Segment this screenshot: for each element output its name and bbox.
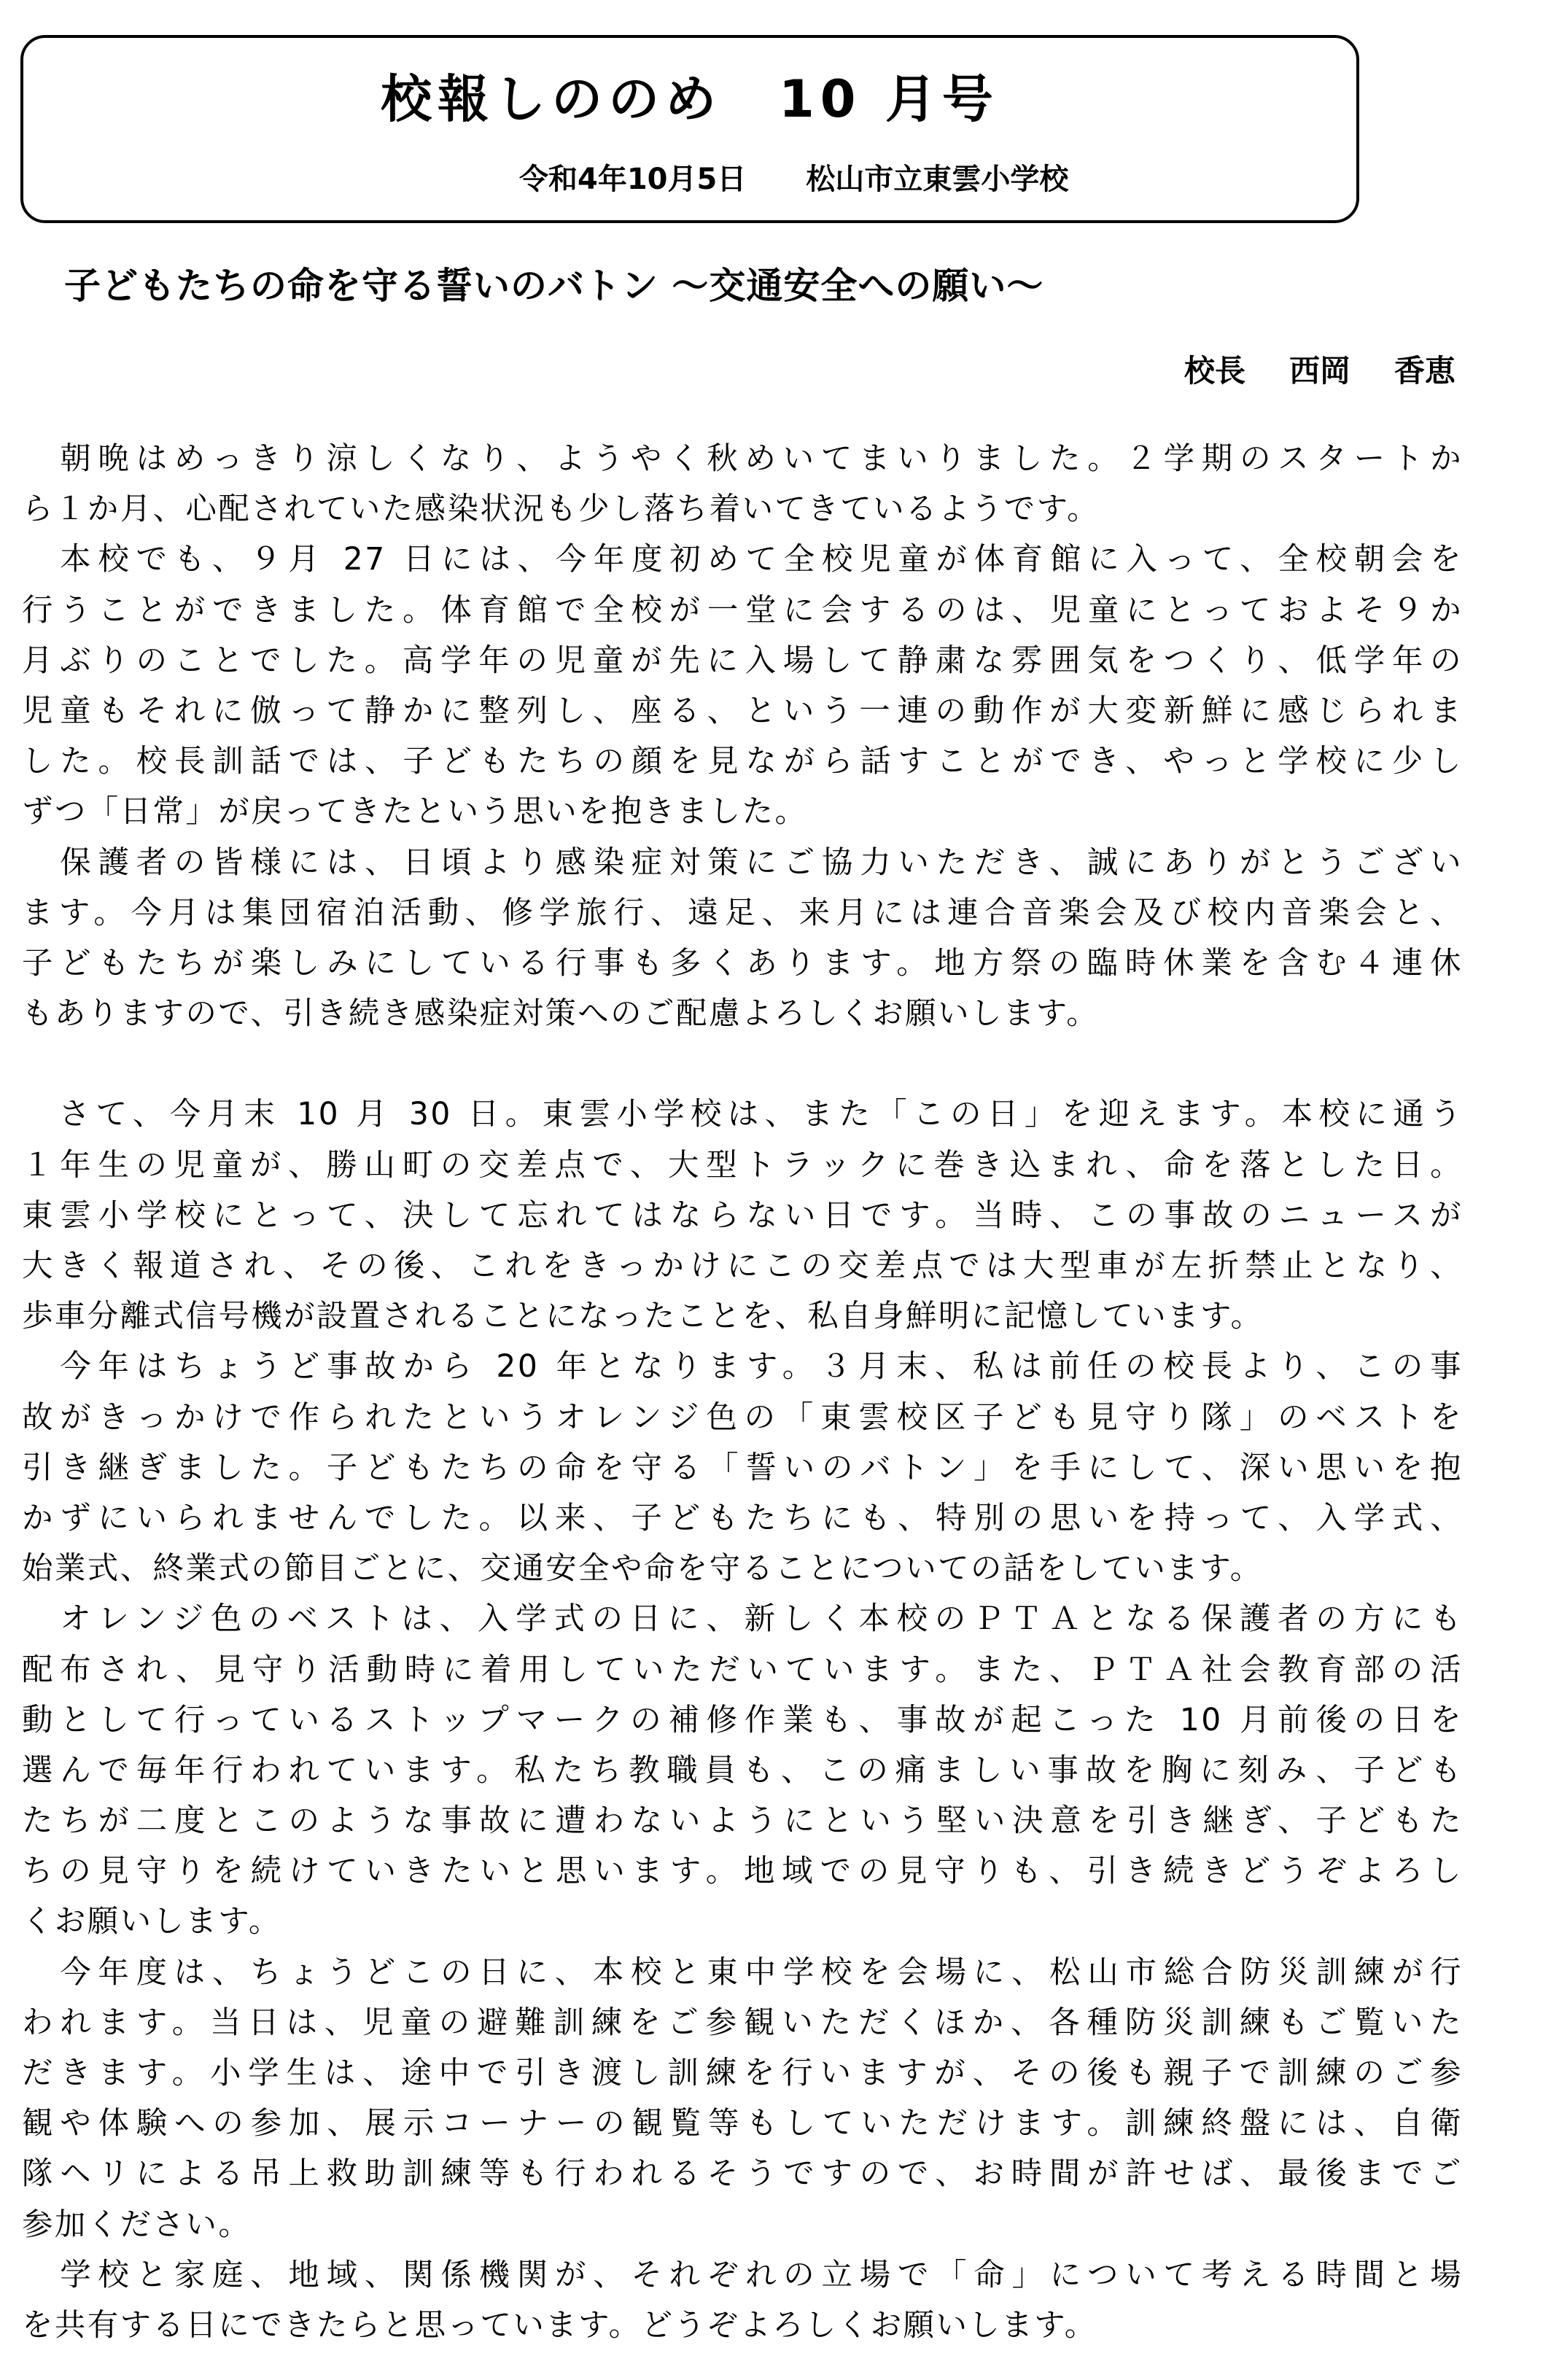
paragraph-line: 配布され、見守り活動時に着用していただいています。また、ＰＴＡ社会教育部の活	[22, 1651, 1463, 1687]
author-family-name: 西岡	[1289, 353, 1350, 389]
article-paragraph	[22, 1089, 1463, 1341]
paragraph-line: 引き継ぎました。子どもたちの命を守る「誓いのバトン」を手にして、深い思いを抱	[22, 1449, 1463, 1485]
paragraph-line: オレンジ色のベストは、入学式の日に、新しく本校のＰＴＡとなる保護者の方にも	[22, 1601, 1463, 1637]
paragraph-line: 月ぶりのことでした。高学年の児童が先に入場して静粛な雰囲気をつくり、低学年の	[22, 642, 1463, 678]
article-author	[1184, 353, 1455, 389]
masthead-box	[20, 35, 1359, 223]
paragraph-line: 保護者の皆様には、日頃より感染症対策にご協力いただき、誠にありがとうござい	[22, 844, 1463, 880]
paragraph-line: かずにいられませんでした。以来、子どもたちにも、特別の思いを持って、入学式、	[22, 1499, 1463, 1536]
paragraph-line: もありますので、引き続き感染症対策へのご配慮よろしくお願いします。	[22, 995, 1100, 1032]
paragraph-line: ら１か月、心配されていた感染状況も少し落ち着いてきているようです。	[22, 491, 1100, 527]
paragraph-line: １年生の児童が、勝山町の交差点で、大型トラックに巻き込まれ、命を落とした日。	[22, 1146, 1463, 1183]
paragraph-line: さて、今月末 10 月 30 日。東雲小学校は、また「この日」を迎えます。本校に通う	[22, 1096, 1463, 1132]
article-headline: 子どもたちの命を守る誓いのバトン ～交通安全への願い～	[64, 265, 1044, 307]
school-name: 松山市立東雲小学校	[806, 163, 1069, 196]
paragraph-line: 本校でも、９月 27 日には、今年度初めて全校児童が体育館に入って、全校朝会を	[22, 541, 1463, 578]
newsletter-title: 校報しののめ 10 月号	[381, 69, 999, 129]
paragraph-line: くお願いします。	[22, 1903, 281, 1940]
author-given-name: 香恵	[1394, 353, 1455, 389]
paragraph-line: 児童もそれに倣って静かに整列し、座る、という一連の動作が大変新鮮に感じられま	[22, 692, 1463, 728]
author-role: 校長	[1184, 353, 1245, 389]
paragraph-line: 大きく報道され、その後、これをきっかけにこの交差点では大型車が左折禁止となり、	[22, 1248, 1463, 1283]
paragraph-line: ずつ「日常」が戻ってきたという思いを抱きました。	[22, 793, 808, 830]
paragraph-line: 歩車分離式信号機が設置されることになったことを、私自身鮮明に記憶しています。	[22, 1298, 1264, 1334]
paragraph-spacer	[22, 1038, 1463, 1089]
article-paragraph	[22, 1593, 1463, 1946]
paragraph-line: 隊ヘリによる吊上救助訓練等も行われるそうですので、お時間が許せば、最後までご	[22, 2155, 1463, 2192]
paragraph-line: 始業式、終業式の節目ごとに、交通安全や命を守ることについての話をしています。	[22, 1550, 1263, 1587]
article-paragraph	[22, 1341, 1463, 1593]
paragraph-line: 動として行っているストップマークの補修作業も、事故が起こった 10 月前後の日を	[22, 1701, 1463, 1738]
paragraph-line: われます。当日は、児童の避難訓練をご参観いただくほか、各種防災訓練もご覧いた	[22, 2004, 1463, 2040]
article-paragraph	[22, 433, 1463, 534]
paragraph-line: 参加ください。	[22, 2206, 252, 2242]
paragraph-line: 行うことができました。体育館で全校が一堂に会するのは、児童にとっておよそ９か	[22, 591, 1463, 628]
paragraph-line: を共有する日にできたらと思っています。どうぞよろしくお願いします。	[22, 2306, 1097, 2343]
paragraph-line: 今年はちょうど事故から 20 年となります。３月末、私は前任の校長より、この事	[22, 1348, 1463, 1385]
paragraph-line: 東雲小学校にとって、決して忘れてはならない日です。当時、この事故のニュースが	[22, 1197, 1463, 1233]
article-paragraph	[22, 534, 1463, 836]
paragraph-line: たちが二度とこのような事故に遭わないようにという堅い決意を引き継ぎ、子どもた	[22, 1802, 1463, 1839]
paragraph-line: した。校長訓話では、子どもたちの顔を見ながら話すことができ、やっと学校に少し	[22, 743, 1463, 779]
article-paragraph	[22, 1947, 1463, 2249]
paragraph-line: ます。今月は集団宿泊活動、修学旅行、遠足、来月には連合音楽会及び校内音楽会と、	[22, 894, 1463, 930]
masthead-meta	[519, 162, 1068, 197]
paragraph-line: 今年度は、ちょうどこの日に、本校と東中学校を会場に、松山市総合防災訓練が行	[22, 1953, 1463, 1990]
paragraph-line: 朝晩はめっきり涼しくなり、ようやく秋めいてまいりました。２学期のスタートか	[22, 440, 1463, 476]
paragraph-line: 観や体験への参加、展示コーナーの観覧等もしていただけます。訓練終盤には、自衛	[22, 2105, 1463, 2142]
paragraph-line: 学校と家庭、地域、関係機関が、それぞれの立場で「命」について考える時間と場	[22, 2256, 1463, 2292]
article-paragraph	[22, 2249, 1463, 2350]
paragraph-line: 故がきっかけで作られたというオレンジ色の「東雲校区子ども見守り隊」のベストを	[22, 1399, 1463, 1435]
paragraph-line: 選んで毎年行われています。私たち教職員も、この痛ましい事故を胸に刻み、子ども	[22, 1751, 1463, 1788]
paragraph-line: だきます。小学生は、途中で引き渡し訓練を行いますが、その後も親子で訓練のご参	[22, 2055, 1463, 2091]
article-paragraph	[22, 837, 1463, 1039]
article-body	[22, 433, 1463, 2350]
issue-date: 令和4年10月5日	[519, 163, 747, 196]
paragraph-line: 子どもたちが楽しみにしている行事も多くあります。地方祭の臨時休業を含む４連休	[22, 944, 1463, 981]
paragraph-line: ちの見守りを続けていきたいと思います。地域での見守りも、引き続きどうぞよろし	[22, 1853, 1463, 1889]
